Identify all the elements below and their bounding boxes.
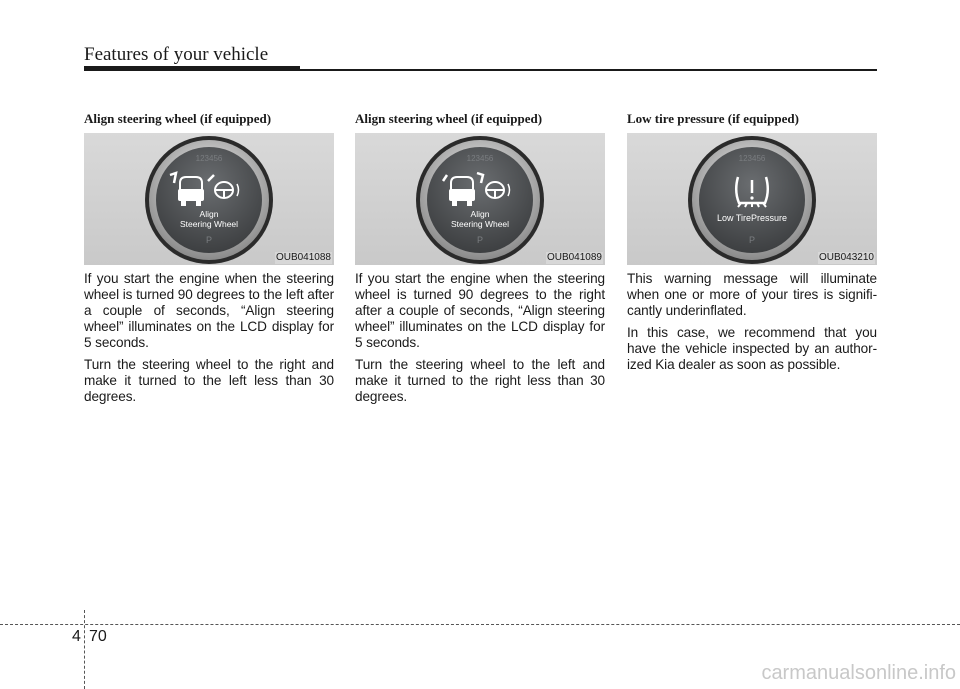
column-heading: Align steering wheel (if equipped) — [355, 111, 543, 126]
display-text-line2: Steering Wheel — [450, 219, 510, 229]
odometer-text: 123456 — [466, 154, 494, 163]
figure-code: OUB043210 — [818, 252, 874, 263]
watermark-text: carmanualsonline.info — [761, 662, 956, 684]
header-rule-thin — [300, 69, 877, 71]
display-text-line1: Low TirePressure — [716, 213, 788, 223]
figure-code: OUB041088 — [275, 252, 331, 263]
section-title: Features of your vehicle — [84, 44, 269, 65]
body-paragraph: If you start the engine when the steering wheel is turned 90 degrees to the left after a couple of seconds, “Align steering wheel” illuminates on the LCD display for 5 seconds. — [84, 271, 334, 350]
display-text-line2: Steering Wheel — [179, 219, 239, 229]
gauge-illustration — [355, 133, 605, 265]
body-paragraph: Turn the steering wheel to the right and make it turned to the left less than 30 degrees. — [84, 357, 334, 404]
display-text-line1: Align — [470, 209, 490, 219]
column-heading: Low tire pressure (if equipped) — [627, 111, 799, 126]
body-paragraph: Turn the steering wheel to the left and make it turned to the right less than 30 degrees. — [355, 357, 605, 404]
gear-indicator: P — [748, 235, 756, 245]
cluster-figure — [84, 133, 334, 265]
column-low-tire-pressure — [627, 111, 877, 373]
body-paragraph: This warning message will illuminate when one or more of your tires is signifi-cantly underinflated. — [627, 271, 877, 318]
gear-indicator: P — [476, 235, 484, 245]
cluster-figure — [355, 133, 605, 265]
gear-indicator: P — [205, 235, 213, 245]
odometer-text: 123456 — [738, 154, 766, 163]
footer-dashed-rule — [0, 624, 960, 625]
body-paragraph: If you start the engine when the steering wheel is turned 90 degrees to the right after a couple of seconds, “Align steering wheel” illuminates on the LCD display for 5 seconds. — [355, 271, 605, 350]
figure-code: OUB041089 — [546, 252, 602, 263]
column-align-right — [355, 111, 605, 405]
column-align-left — [84, 111, 334, 405]
gauge-illustration — [627, 133, 877, 265]
body-paragraph: In this case, we recommend that you have the vehicle inspected by an author-ized Kia dealer as soon as possible. — [627, 325, 877, 372]
footer-dashed-divider — [84, 610, 85, 689]
page-number: 70 — [89, 628, 107, 645]
chapter-number: 4 — [72, 628, 81, 645]
cluster-figure — [627, 133, 877, 265]
gauge-illustration — [84, 133, 334, 265]
display-text-line1: Align — [199, 209, 219, 219]
odometer-text: 123456 — [195, 154, 223, 163]
header-rule-thick — [84, 66, 300, 71]
column-heading: Align steering wheel (if equipped) — [84, 111, 272, 126]
